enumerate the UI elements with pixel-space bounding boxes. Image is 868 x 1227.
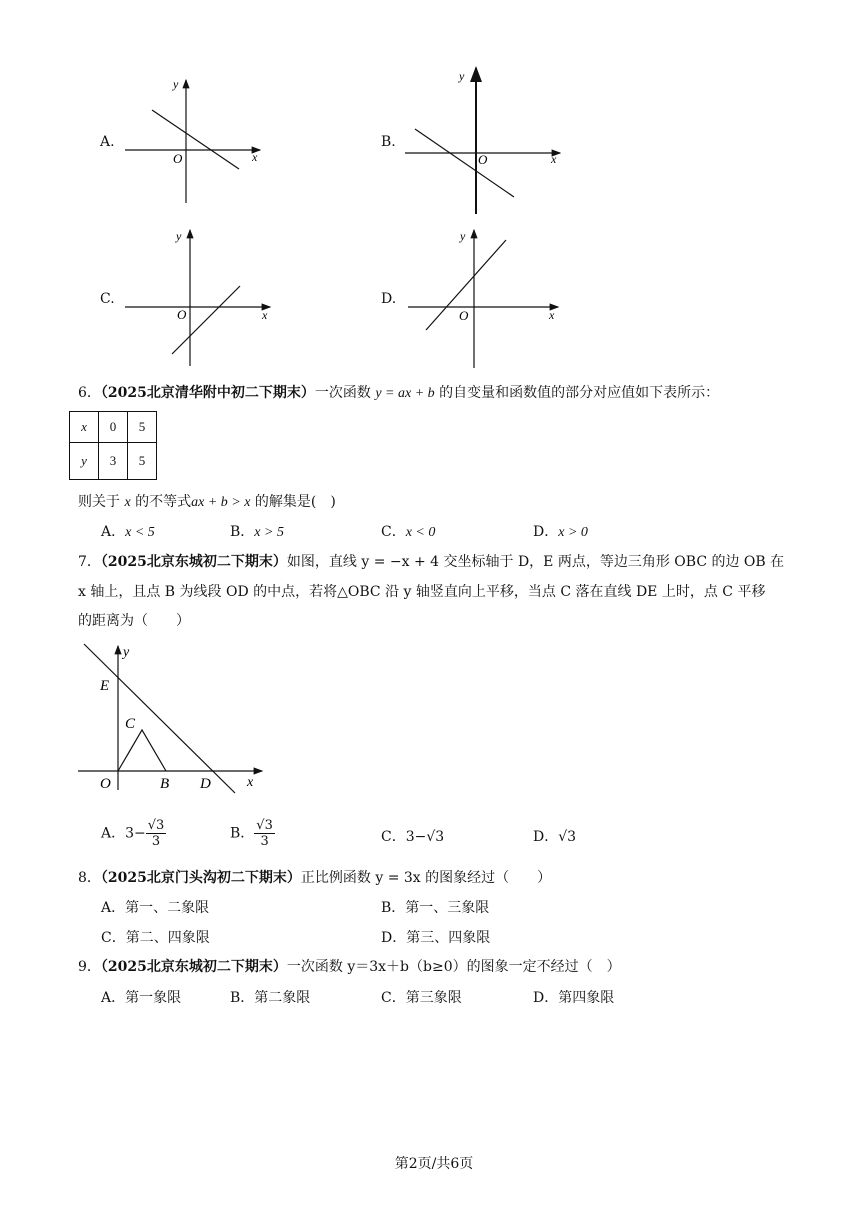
question-number: 7． xyxy=(78,554,101,570)
y-axis-label: y xyxy=(123,645,130,660)
q8-option-c[interactable]: C．第二、四象限 xyxy=(101,930,210,946)
table-cell: 5 xyxy=(128,412,157,443)
graph-b xyxy=(400,62,570,218)
origin-label: O xyxy=(173,151,183,166)
q7-option-c[interactable]: C．3−√3 xyxy=(381,829,445,845)
question-source: （2025北京清华附中初二下期末） xyxy=(100,385,315,401)
variable: x xyxy=(124,495,131,510)
stem-text: 则关于 xyxy=(78,494,120,510)
stem-text: 正比例函数 y = 3x 的图象经过（ ） xyxy=(300,870,552,886)
q6-option-b[interactable]: B．x > 5 xyxy=(230,524,284,540)
q7-option-d[interactable]: D．√3 xyxy=(533,829,577,845)
stem-text: 一次函数 xyxy=(314,385,371,401)
stem-text: 的自变量和函数值的部分对应值如下表所示： xyxy=(439,385,720,401)
stem-text: 的不等式 xyxy=(135,494,192,510)
function-line xyxy=(415,129,514,197)
q9-option-b[interactable]: B．第二象限 xyxy=(230,990,311,1006)
inequality: ax + b > x xyxy=(191,495,251,510)
graph-d-label: D. xyxy=(381,291,397,307)
graph-c-label: C. xyxy=(100,291,115,307)
value-table xyxy=(69,411,157,480)
q9-option-a[interactable]: A．第一象限 xyxy=(101,990,182,1006)
formula: y = ax + b xyxy=(375,386,435,401)
origin-label: O xyxy=(177,307,187,322)
y-axis-label: y xyxy=(460,229,466,243)
point-e-label: E xyxy=(100,678,110,694)
table-cell: 3 xyxy=(99,443,128,480)
table-row xyxy=(70,443,157,480)
y-axis-label: y xyxy=(173,77,179,91)
q6-option-c[interactable]: C．x < 0 xyxy=(381,524,436,540)
q7-option-a[interactable]: A．3− $\frac{√3}{3}$ xyxy=(101,818,165,849)
q6-option-a[interactable]: A．x < 5 xyxy=(101,524,155,540)
graph-c xyxy=(120,224,280,370)
x-axis-label: x xyxy=(551,152,557,166)
question-6-stem xyxy=(78,384,719,403)
question-7-line3: 的距离为（ ） xyxy=(78,613,190,629)
function-line xyxy=(152,110,239,169)
q6-option-d[interactable]: D．x > 0 xyxy=(533,524,588,540)
q8-option-b[interactable]: B．第一、三象限 xyxy=(381,900,490,916)
table-cell: y xyxy=(70,443,99,480)
x-axis-label: x xyxy=(252,150,258,164)
q8-option-d[interactable]: D．第三、四象限 xyxy=(381,930,491,946)
q9-option-d[interactable]: D．第四象限 xyxy=(533,990,615,1006)
table-row xyxy=(70,412,157,443)
x-axis-label: x xyxy=(247,775,254,790)
y-axis-label: y xyxy=(459,69,465,83)
q9-option-c[interactable]: C．第三象限 xyxy=(381,990,462,1006)
question-source: （2025北京东城初二下期末） xyxy=(100,959,287,975)
stem-text: 的解集是( ) xyxy=(254,494,336,510)
origin-label: O xyxy=(459,308,469,323)
question-9-stem xyxy=(78,958,621,976)
question-7-line1 xyxy=(78,553,784,571)
origin-label: O xyxy=(478,152,488,167)
x-axis-label: x xyxy=(549,308,555,322)
point-c-label: C xyxy=(125,716,136,732)
q7-option-b[interactable]: B． $\frac{√3}{3}$ xyxy=(230,818,273,849)
stem-text: 一次函数 y＝3x＋b（b≥0）的图象一定不经过（ ） xyxy=(286,959,621,975)
page-footer: 第2页/共6页 xyxy=(394,1156,474,1172)
graph-b-label: B. xyxy=(381,134,396,150)
y-axis-label: y xyxy=(176,229,182,243)
table-cell: 0 xyxy=(99,412,128,443)
x-axis-label: x xyxy=(262,308,268,322)
point-o-label: O xyxy=(100,776,111,792)
question-source: （2025北京东城初二下期末） xyxy=(100,554,287,570)
table-cell: x xyxy=(70,412,99,443)
question-number: 9． xyxy=(78,959,101,975)
graph-d xyxy=(400,224,570,370)
graph-a xyxy=(120,70,280,210)
question-7-line2: x 轴上，且点 B 为线段 OD 的中点，若将△OBC 沿 y 轴竖直向上平移，当点 C 落在直线 DE 上时，点 C 平移 xyxy=(78,584,766,600)
question-6-line2 xyxy=(78,493,336,512)
triangle-obc xyxy=(118,730,166,771)
table-cell: 5 xyxy=(128,443,157,480)
q8-option-a[interactable]: A．第一、二象限 xyxy=(101,900,210,916)
graph-a-label: A. xyxy=(100,134,115,150)
point-b-label: B xyxy=(160,776,170,792)
point-d-label: D xyxy=(200,776,211,792)
stem-text: 如图，直线 y = −x + 4 交坐标轴于 D，E 两点，等边三角形 OBC 的边 OB 在 xyxy=(286,554,785,570)
question-source: （2025北京门头沟初二下期末） xyxy=(100,870,301,886)
q7-figure xyxy=(70,638,270,798)
question-8-stem xyxy=(78,869,551,887)
question-number: 8． xyxy=(78,870,101,886)
question-number: 6． xyxy=(78,385,101,401)
